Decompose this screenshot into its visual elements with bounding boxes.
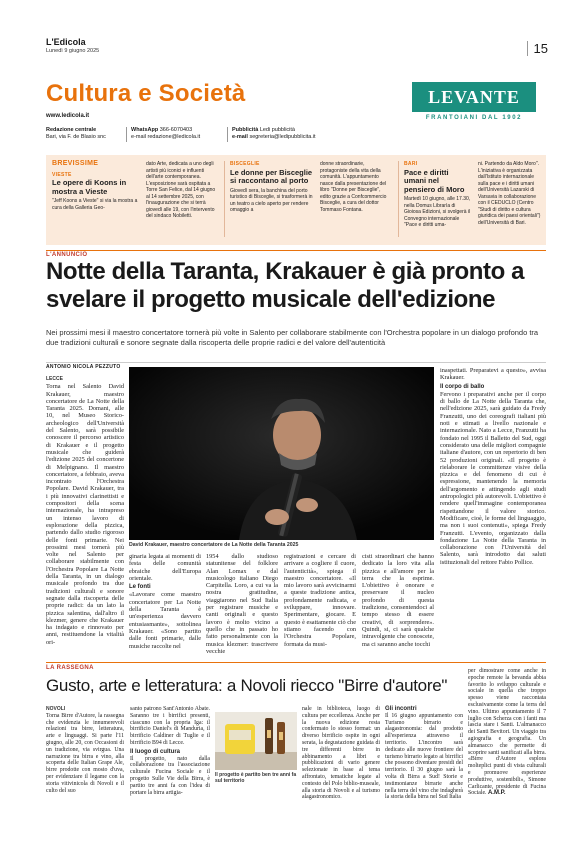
contact-email[interactable]: e-mail redazione@ledicola.it — [131, 134, 201, 140]
brief-bari-cont — [478, 161, 542, 226]
briefs-label: BREVISSIME — [52, 160, 99, 167]
contact-pubblicita — [232, 127, 316, 141]
author-tag: A.M.P. — [487, 790, 506, 797]
contact-label: WhatsApp — [131, 127, 159, 133]
article-column-3 — [206, 553, 278, 655]
brief-text: ni. Partendo da Aldo Moro". L'iniziativa è organizzata dall'Istituto internazionale sulla pace e i diritti umani dell'Università Lazarski di Varsavia in collaborazione con il CEDUCLO (Centro "Studi di diritto e cultura giuridica dei paesi orientali") dell'Università di Bari. — [478, 161, 541, 226]
article-headline: Notte della Taranta, Krakauer è già pronto a svelare il progetto musicale dell'edizione — [46, 258, 525, 313]
article-paragraph: Il 16 giugno appuntamento con Turismo birrario e alagastronomia: dal prodotto all'esperienza attraverso il territorio. L'incontro sarà dedicato alle nuove frontiere del turismo birrario legato ai birrifici che possono diventare presidi del territorio. Il 30 giugno sarà la volta di Birra a Sud! Storie e testimonianze birrarie anche nella terra del vino che indagherà la storia della birra nel Sud Italia — [385, 712, 463, 801]
article2-column-1 — [46, 706, 124, 794]
contact-redazione — [46, 127, 106, 141]
brief-text: "Jeff Koons a Vieste" si via la mostra a cura della Galleria Geo- — [52, 198, 138, 211]
briefs-strip — [46, 155, 546, 245]
brief-tag: BISCEGLIE — [230, 161, 260, 167]
brief-headline: Pace e diritti umani nel pensiero di Moro — [404, 167, 465, 194]
article-paragraph: Torna nel Salento David Krakauer, maestro concertatore de La Notte della Taranta 2025. Domani, alle 10, nel Museo Storico-archeologico dell'Università del Salento, sarà possibile conoscere il percorso artistico di Krakauer e il progetto musicale che guiderà l'edizione 2025 del concertone di Melpignano. Il maestro concertatore, a febbraio, aveva incontrato l'Orchestra Popolare. David Krakauer, tra i più innovativi clarinettisti e compositori della scena internazionale, ha intrapreso un intenso lavoro di esplorazione della pizzica, partendo dallo studio rigoroso delle fonti primarie. Nei prossimi mesi tornerà più volte nel Salento per collaborare stabilmente con l'Orchestra Popolare La Notte della Taranta, in un dialogo musicale profondo tra due tradizioni culturali e sonore segnate dalla riscoperta delle proprie radici: da un lato la pizzica salentina, dall'altro il klezmer, genere che Krakauer ha indagato e rinnovato per anni, restituendone la vitalità ori- — [46, 383, 124, 646]
article2-headline: Gusto, arte e letteratura: a Novoli rieccο "Birre d'autore" — [46, 676, 448, 695]
brief-bisceglie — [230, 161, 314, 214]
brief-bari — [404, 161, 472, 229]
page-number: 15 — [527, 41, 548, 56]
article-column-6 — [440, 367, 546, 566]
brief-vieste — [52, 161, 140, 211]
levante-logo — [402, 82, 546, 126]
article2-column-5 — [468, 668, 546, 797]
article-column-1 — [46, 376, 124, 646]
brief-text: Martedì 10 giugno, alle 17.30, nella Domus Librarìa di Gioiosa Edizioni, si svolgerà il Convegno internazionale "Pace e diritti uma- — [404, 196, 471, 228]
article2-column-2 — [130, 706, 210, 796]
logo-tagline: FRANTOIANI DAL 1902 — [425, 115, 523, 121]
section-title: Cultura e Società — [46, 80, 246, 107]
brief-headline: Le opere di Koons in mostra a Vieste — [52, 178, 127, 196]
article-paragraph: «Lavorare come maestro concertatore per La Notte della Taranta è un'esperienza davvero entusiasmante», sottolinea Krakauer. «Sono partito dalle fonti primarie, dalle musiche raccolte nel — [129, 591, 201, 650]
photo2-caption: Il progetto è partito ben tre anni fa sul territorio — [215, 772, 297, 784]
article-subhead: Gli incontri — [385, 706, 417, 712]
body-rule — [46, 362, 546, 363]
contact-value: Ledi pubblicità — [259, 127, 295, 133]
article2-column-4 — [385, 706, 463, 801]
article-paragraph: 1954 dallo studioso statunitense del folklore Alan Lomax e dal musicologo italiano Diego Carpitella. Loro, a cui va la nostra gratitudine, viaggiarono nel Sud Italia per registrare musiche e canti originali e questo lavoro è molto vicino a quello che in passato ho fatto personalmente con la musica klezmer: trascrivere vecchie — [206, 553, 278, 655]
divider — [126, 127, 127, 142]
dateline: LECCE — [46, 376, 63, 382]
article-paragraph: inaspettati. Preparatevi a questo», avvisa Krakauer. — [440, 367, 546, 382]
masthead: L'Edicola — [46, 37, 86, 47]
krakauer-photo — [129, 367, 434, 540]
article-kicker: L'ANNUNCIO — [46, 252, 88, 258]
article2-kicker: LA RASSEGNA — [46, 665, 94, 671]
photo-illustration — [129, 367, 434, 540]
article-subhead: Il corpo di ballo — [440, 383, 485, 390]
article-standfirst: Nei prossimi mesi il maestro concertatore tornerà più volte in Salento per collaborare stabilmente con l'Orchestra popolare in un dialogo profondo tra due tradizioni culturali e sonore segnate dalla riscoperta delle proprie radici e del valore dell'autenticità — [46, 328, 539, 347]
brief-text: Giovedì sera, la banchina del porto turistico di Bisceglie, si trasformerà in un teatro a cielo aperto per rendere omaggio a — [230, 187, 313, 213]
dateline: NOVOLI — [46, 706, 66, 712]
article-paragraph: registrazioni e cercare di arrivare a cogliere il cuore, l'autenticità», spiega il maestro concertatore. «Il mio lavoro sarà avvicinarmi a queste tradizione antica, profondamente radicata, e sviluppare, innovare. Sperimentare, giocare. E questo è esattamente ciò che stiamo facendo con l'Orchestra Popolare, formata da musi- — [284, 553, 356, 648]
article-paragraph: per dimostrare come anche in epoche remote la bevanda abbia favorito lo sviluppo culturale e sociale in quella che troppo spesso viene raccontata esclusivamente come la terra del vino. Ultimo appuntamento il 7 luglio con Scherza con i fanti ma lascia stare i Santi. L'almanacco dei Santi Bevitori. Un viaggio tra agiografia e geografia. Un almanacco che permette di scoprire santi sanificati alla birra. «Birre d'Autore esplora molteplici punti di vista culturali e promuove esperienze produttive, sostenibili», Simone Carlicante, presidente di Fucina Sociale. — [468, 668, 546, 797]
article2-column-3 — [302, 706, 380, 801]
contact-label: e-mail — [232, 134, 248, 140]
brief-headline: Le donne per Bisceglie si raccontano al porto — [230, 167, 313, 185]
brief-text: donne straordinarie, protagoniste della vita della comunità. L'appuntamento nasce dalla presentazione del libro "Donne per Bisceglie", edito grazie a Confcommercio Bisceglie, a cura del dottor Tommaso Fontana. — [320, 161, 387, 213]
article-paragraph: nale in biblioteca, luogo di cultura per eccellenza. Anche per la nuova edizione resta confermato lo stesso format: un diverso birrificio ospite in ogni serata, la degustazione guidata di tre differenti birre in abbinamento a libri e pubblicazioni di vario genere selezionate in base al tema affrontato, tematiche legate al contesto del Polo biblio-museale, alla storia di Novoli e al turismo alagastronomico. — [302, 706, 380, 801]
brief-tag: VIESTE — [52, 171, 72, 178]
brief-tag: BARI — [404, 161, 418, 167]
contact-whatsapp — [131, 127, 200, 141]
contact-label: Redazione centrale — [46, 127, 97, 133]
section-rule — [46, 250, 546, 251]
article-paragraph: cisti straordinari che hanno dedicato la loro vita alla pizzica e all'amore per la terra che la esprime. L'obiettivo è onorare e preservare il nucleo profondo di questa tradizione, consentendoci al tempo stesso di essere creativi, di sorprendere». Quindi, si, ci sarà qualche intravolgente che conoscete, ma ci saranno anche tocchi — [362, 553, 434, 648]
article-paragraph: Torna Birre d'Autore, la rassegna che evidenzia le innumerevoli relazioni tra birre, letteratura, arte e linguaggi. Si parte l'11 giugno, alle 20, con Occasioni di un tradizione, via svirgua. Una narrazione tra birra e vino, alla scoperta delle Italian Grape Ale, birre prodotte con mosto d'uva, per evidenziare il legame con la storia vitivinicola di Novoli e il culto del suo — [46, 712, 124, 794]
contact-value[interactable]: 366-6070403 — [159, 127, 193, 133]
article-paragraph: Fervono i preparativi anche per il corpo di ballo de La Notte della Taranta che, nell'edizione 2025, sarà guidato da Fredy Franzutti, uno dei coreografi italiani più noti e stimati a livello nazionale e internazionale. Nato a Lecce, Franzutti ha fondato nel 1995 il Balletto del Sud, oggi considerato una delle migliori compagnie italiane d'autore, con un repertorio di ben 52 produzioni originali. «Il progetto è rielaborare le committenze visive della pizzica e del fenomeno di cui è espressione, mantenendo la memoria dell'argomento e attingendo agli studi antropologici più autorevoli. L'obiettivo è rendere quell'immagine contemporanea rispettandone il valore storico. Modificare, cioè, le forme del linguaggio, ma non i suoi contenuti», spiega Fredy Franzutti. L'evento, organizzato dalla fondazione La Notte della Taranta in collaborazione con l'Università del Salento, sarà introdotto dai saluti istituzionali del rettore Fabio Pollice. — [440, 390, 546, 566]
section-rule — [46, 662, 546, 663]
article-subhead: Le fonti — [129, 584, 151, 591]
issue-date: Lunedì 9 giugno 2025 — [46, 48, 100, 54]
article-column-5 — [362, 553, 434, 648]
brief-bisceglie-cont — [320, 161, 392, 213]
logo-wordmark: LEVANTE — [412, 82, 536, 112]
divider — [398, 161, 399, 237]
contact-value: Bari, via F. de Blasio snc — [46, 134, 106, 140]
article-paragraph: Il progetto, nato dalla collaborazione tra l'associazione culturale Fucina Sociale e il progetto Sulle Vie della Birra, è partito tre anni fa con l'idea di portare la birra artigia- — [130, 755, 210, 796]
brief-text: dato Arte, dedicata a uno degli artisti più iconici e influenti dell'arte contemporanea. L'esposizione sarà ospitata a Torre San Felice, dal 14 giugno al 14 settembre 2025, con l'inaugurazione che si terrà giovedì alle 19, con l'intervento del sindaco Nobiletti. — [146, 161, 216, 219]
contact-label: Pubblicità — [232, 127, 259, 133]
brief-vieste-cont — [146, 161, 218, 220]
article-byline: ANTONIO NICOLA PEZZUTO — [46, 364, 121, 370]
article-column-2 — [129, 553, 201, 650]
contact-email[interactable]: segreteria@ledipubblicita.it — [249, 134, 316, 140]
website-link[interactable]: www.ledicola.it — [46, 113, 90, 119]
article-paragraph: santo patrono Sant'Antonio Abate. Saranno tre i birrifici presenti, ciascuno con la propria Iga: il birrificio Daniel's di Manduria, il birrificio Caldiner di Tuglie e il birrificio B94 di Lecce. — [130, 706, 210, 746]
beer-photo — [215, 712, 297, 770]
article-column-4 — [284, 553, 356, 648]
article-paragraph: ginaria legata ai momenti di festa delle comunità ebraiche dell'Europa orientale. — [129, 553, 201, 582]
divider — [224, 161, 225, 237]
article-subhead: Il luogo di cultura — [130, 748, 180, 755]
photo-illustration — [215, 712, 297, 770]
photo-caption: David Krakauer, maestro concertatore de La Notte della Taranta 2025 — [129, 542, 299, 548]
divider — [227, 127, 228, 142]
